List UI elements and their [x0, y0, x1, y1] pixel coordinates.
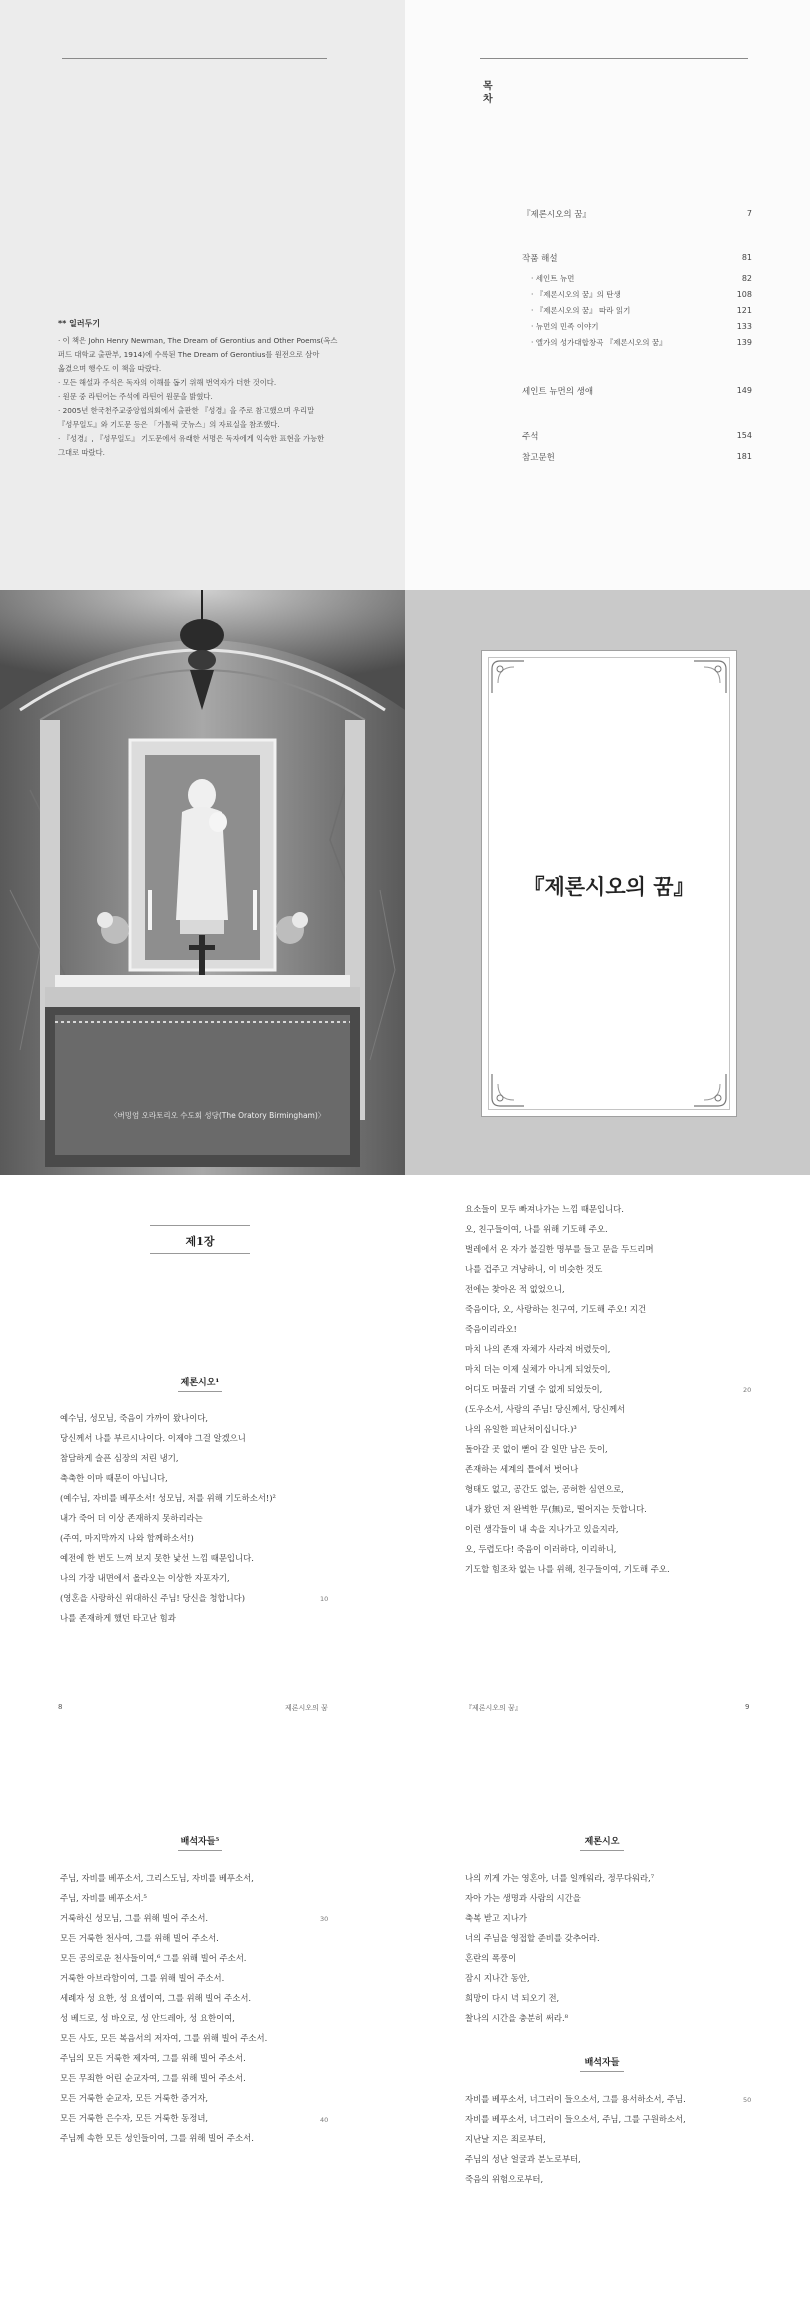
verse-line: 나를 존재하게 했던 타고난 힘과 [60, 1613, 176, 1623]
verse-line: 희망이 다시 녁 되오기 전, [465, 1993, 560, 2003]
toc-entry[interactable]: · 엘가의 성가대합창곡 『제론시오의 꿈』 [531, 338, 667, 347]
verse-line: 혼란의 폭풍이 [465, 1953, 517, 1963]
top-rule [480, 58, 748, 59]
line-number: 40 [320, 2116, 329, 2124]
verse-line: 기도할 힘조차 없는 나를 위해, 친구들이여, 기도해 주오. [465, 1564, 670, 1574]
speaker-rule [580, 1850, 624, 1851]
chapter-rule [150, 1253, 250, 1254]
verse-line: 모든 거룩한 은수자, 모든 거룩한 동정녀, [60, 2113, 209, 2123]
toc-page-num: 121 [736, 306, 752, 315]
verse-line: 벌레에서 온 자가 불길한 명부를 들고 문을 두드리며 [465, 1244, 654, 1254]
page-10 [0, 1740, 405, 2300]
speaker-label: 제론시오¹ [180, 1378, 220, 1388]
verse-line: 나의 가장 내면에서 올라오는 이상한 자포자기, [60, 1573, 230, 1583]
chapel-illustration [0, 590, 405, 1175]
speaker-label: 배석자들 [584, 2058, 620, 2068]
line-number: 10 [320, 1595, 329, 1603]
note-line: 『성무일도』와 기도문 등은 「가톨릭 굿뉴스」의 자료실을 참조했다. [58, 420, 280, 429]
note-line: 옮겼으며 행수도 이 책을 따랐다. [58, 364, 162, 373]
verse-line: 자비를 베푸소서, 너그러이 들으소서, 그를 용서하소서, 주님. [465, 2094, 686, 2104]
toc-page-num: 82 [741, 274, 752, 283]
verse-line: 축복 받고 지나가 [465, 1913, 527, 1923]
toc-entry[interactable]: 『제론시오의 꿈』 [522, 210, 591, 220]
page-8 [0, 1175, 405, 1740]
speaker-label: 배석자들⁵ [180, 1837, 220, 1847]
toc-heading: 목차 [483, 81, 493, 105]
verse-line: 오, 두렵도다! 죽음이 이러하다, 이리하니, [465, 1544, 617, 1554]
verse-line: 지난날 지은 죄로부터, [465, 2134, 546, 2144]
toc-page-num: 133 [736, 322, 752, 331]
verse-line: 주님, 자비를 베푸소서.⁵ [60, 1893, 147, 1903]
page-9 [405, 1175, 810, 1740]
verse-line: (영혼을 사랑하신 위대하신 주님! 당신을 청합니다) [60, 1593, 246, 1603]
verse-line: 모든 사도, 모든 복음서의 저자여, 그를 위해 빌어 주소서. [60, 2033, 268, 2043]
verse-line: 예수님, 성모님, 죽음이 가까이 왔나이다, [60, 1413, 209, 1423]
verse-line: (예수님, 자비를 베푸소서! 성모님, 저를 위해 기도하소서!)² [60, 1493, 276, 1503]
page-11 [405, 1740, 810, 2300]
notes-page [0, 0, 405, 590]
chapter-title: 제1장 [185, 1235, 215, 1248]
verse-line: 나를 겁주고 겨냥하니, 이 비슷한 것도 [465, 1264, 603, 1274]
verse-line: 너의 주님을 영접할 준비를 갖추어라. [465, 1933, 600, 1943]
text-spread-10-11 [0, 1740, 810, 2300]
line-number: 30 [320, 1915, 329, 1923]
verse-line: 마치 나의 존재 자체가 사라져 버렸듯이, [465, 1344, 611, 1354]
page-number: 9 [745, 1703, 750, 1711]
top-rule [62, 58, 327, 59]
verse-line: 자아 가는 생명과 사람의 시간을 [465, 1893, 581, 1903]
verse-line: 죽음이다, 오, 사랑하는 친구여, 기도해 주오! 지건 [465, 1304, 647, 1314]
verse-line: 죽음이리라오! [465, 1324, 517, 1334]
toc-entry[interactable]: 세인트 뉴먼의 생애 [522, 387, 594, 397]
verse-line: 전에는 찾아온 적 없었으니, [465, 1284, 565, 1294]
verse-line: 주님께 속한 모든 성인들이여, 그를 위해 빌어 주소서. [60, 2133, 254, 2143]
photo-caption: 〈버밍엄 오라토리오 수도회 성당(The Oratory Birmingham)〉 [110, 1111, 326, 1120]
toc-page-num: 154 [736, 431, 752, 440]
toc-entry[interactable]: 작품 해설 [522, 254, 558, 264]
note-line: · 원문 중 라틴어는 주석에 라틴어 원문을 밝혔다. [58, 392, 213, 401]
speaker-rule [178, 1391, 222, 1392]
toc-page [405, 0, 810, 590]
verse-line: 존재하는 세계의 틀에서 벗어나 [465, 1464, 579, 1474]
verse-line: (도우소서, 사랑의 주님! 당신께서, 당신께서 [465, 1404, 626, 1414]
notes-list [58, 334, 337, 460]
verse-line: 요소들이 모두 빠져나가는 느낌 때문입니다. [465, 1204, 624, 1214]
verse-line: (주여, 마지막까지 나와 함께하소서!) [60, 1533, 194, 1543]
photo-title-spread [0, 590, 810, 1175]
verse-line: 내가 왔던 저 완벽한 무(無)로, 떨어지는 듯합니다. [465, 1504, 647, 1514]
running-title: 『제론시오의 꿈』 [465, 1704, 522, 1712]
page-number: 8 [58, 1703, 63, 1711]
verse-line: 예전에 한 번도 느껴 보지 못한 낯선 느낌 때문입니다. [60, 1553, 254, 1563]
note-line: · 모든 해설과 주석은 독자의 이해를 돕기 위해 번역자가 더한 것이다. [58, 378, 277, 387]
verse-line: 나의 끼게 가는 영혼아, 너를 일깨워라, 정무다워라,⁷ [465, 1873, 655, 1883]
speaker-rule [178, 1850, 222, 1851]
cover-title: 『제론시오의 꿈』 [523, 874, 695, 899]
toc-entry[interactable]: · 『제론시오의 꿈』 따라 읽기 [531, 306, 631, 315]
verse-line: 잠시 지나간 동안, [465, 1973, 530, 1983]
verse-line: 세례자 성 요한, 성 요셉이여, 그를 위해 빌어 주소서. [60, 1993, 252, 2003]
verse-line: 모든 거룩한 천사여, 그를 위해 빌어 주소서. [60, 1933, 219, 1943]
verse-line: 자비를 베푸소서, 너그러이 들으소서, 주님, 그를 구원하소서, [465, 2114, 686, 2124]
verse-line: 찰나의 시간을 충분히 써라.⁸ [465, 2013, 568, 2023]
toc-entry[interactable]: · 뉴먼의 민족 이야기 [531, 322, 599, 331]
toc-entry[interactable]: · 『제론시오의 꿈』의 탄생 [531, 290, 621, 299]
toc-page-num: 149 [736, 386, 752, 395]
notes-title: ** 일러두기 [58, 319, 101, 328]
title-page [405, 590, 810, 1175]
verse-line: 형태도 없고, 공간도 없는, 공허한 심연으로, [465, 1484, 624, 1494]
running-title: 제론시오의 꿈 [285, 1704, 328, 1712]
toc-page-num: 81 [741, 253, 752, 262]
verse-line: 거룩한 아브라함이여, 그를 위해 빌어 주소서. [60, 1973, 225, 1983]
front-matter-spread [0, 0, 810, 590]
verse-line: 죽음의 위험으로부터, [465, 2174, 544, 2184]
verse-line: 거룩하신 성모님, 그를 위해 빌어 주소서. [60, 1913, 209, 1923]
corner-ornament-icon [692, 1072, 728, 1108]
verse-line: 모든 공의로운 천사들이여,⁶ 그를 위해 빌어 주소서. [60, 1953, 247, 1963]
note-line: · 이 책은 John Henry Newman, The Dream of Gerontius and Other Poems(옥스 [58, 336, 338, 345]
verse-line: 이런 생각들이 내 속을 지나가고 있을지라, [465, 1524, 619, 1534]
verse-line: 나의 유일한 피난처이십니다.)³ [465, 1424, 577, 1434]
toc-page-num: 7 [746, 209, 752, 218]
verse-line: 마치 더는 이제 실체가 아니게 되었듯이, [465, 1364, 611, 1374]
note-line: · 2005년 한국천주교중앙협의회에서 출판한 『성경』을 주로 참고했으며 우리말 [58, 406, 315, 415]
toc-entry[interactable]: 주석 [522, 432, 539, 442]
verse-line: 내가 죽어 더 이상 존재하지 못하리라는 [60, 1513, 203, 1523]
verse-line: 축축한 이마 때문이 아닙니다, [60, 1473, 168, 1483]
toc-page-num: 108 [736, 290, 752, 299]
toc-page-num: 181 [736, 452, 752, 461]
corner-ornament-icon [490, 659, 526, 695]
verse-line: 모든 무죄한 어린 순교자여, 그를 위해 빌어 주소서. [60, 2073, 246, 2083]
line-number: 50 [743, 2096, 752, 2104]
verse-line: 주님의 성난 얼굴과 분노로부터, [465, 2154, 581, 2164]
verse-line: 돌아갈 곳 없이 뻗어 갈 일만 남은 듯이, [465, 1444, 608, 1454]
speaker-rule [580, 2071, 624, 2072]
verse-line: 성 베드로, 성 바오로, 성 안드레아, 성 요한이여, [60, 2013, 235, 2023]
verse-line: 참담하게 슬픈 심장의 저린 냉기, [60, 1453, 179, 1463]
note-line: 그대로 따랐다. [58, 448, 105, 457]
text-spread-8-9 [0, 1175, 810, 1740]
toc-entry[interactable]: · 세인트 뉴먼 [531, 274, 575, 283]
verse-line: 주님의 모든 거룩한 제자여, 그를 위해 빌어 주소서. [60, 2053, 246, 2063]
verse-line: 어디도 머물러 기댈 수 없게 되었듯이, [465, 1384, 603, 1394]
verse-line: 오, 친구들이여, 나를 위해 기도해 주오. [465, 1224, 608, 1234]
title-frame [481, 650, 737, 1117]
corner-ornament-icon [490, 1072, 526, 1108]
chapel-photo [0, 590, 405, 1175]
speaker-label: 제론시오 [584, 1837, 620, 1847]
chapter-rule [150, 1225, 250, 1226]
line-number: 20 [743, 1386, 752, 1394]
verse-line: 당신께서 나를 부르시나이다. 이제야 그걸 알겠으니 [60, 1433, 246, 1443]
verse-line: 주님, 자비를 베푸소서, 그리스도님, 자비를 베푸소서, [60, 1873, 254, 1883]
verse-line: 모든 거룩한 순교자, 모든 거룩한 증거자, [60, 2093, 209, 2103]
corner-ornament-icon [692, 659, 728, 695]
note-line: · 『성경』, 『성무일도』 기도문에서 유래한 서명은 독자에게 익숙한 표현을 가능한 [58, 434, 325, 443]
toc-page-num: 139 [736, 338, 752, 347]
note-line: 퍼드 대학교 출판부, 1914)에 수록된 The Dream of Gerontius를 원전으로 삼아 [58, 350, 320, 359]
toc-entry[interactable]: 참고문헌 [522, 453, 555, 463]
